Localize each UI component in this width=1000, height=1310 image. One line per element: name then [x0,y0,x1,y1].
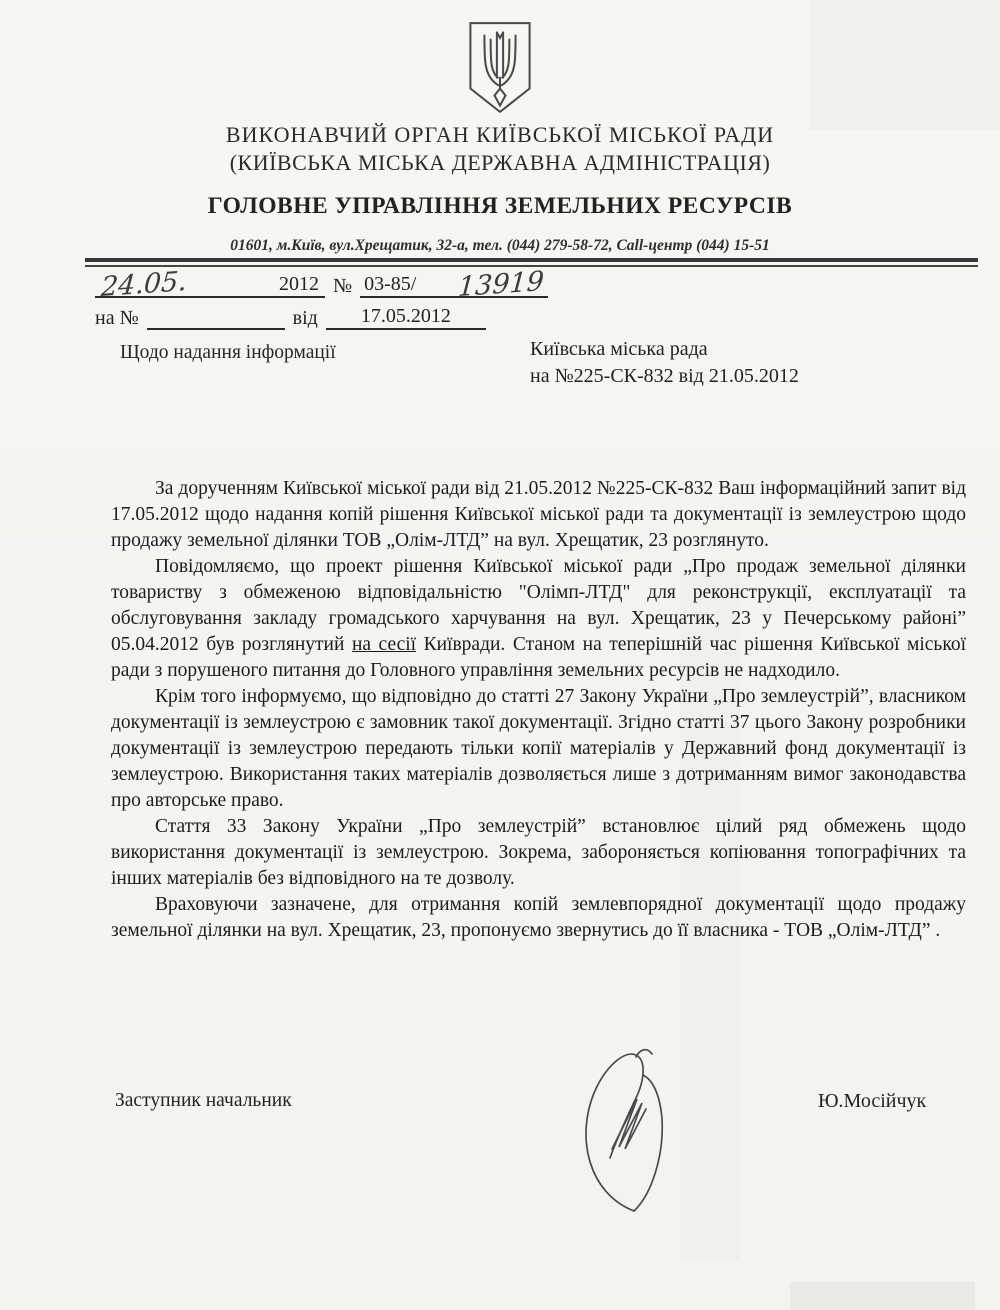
paragraph-2-underlined-text: на сесії [351,634,417,655]
org-name-line2: (КИЇВСЬКА МІСЬКА ДЕРЖАВНА АДМІНІСТРАЦІЯ) [229,150,771,175]
scan-artifact [810,0,1000,130]
trident-emblem-icon [461,20,539,115]
paragraph-2-text-cont: Київради. Станом на теперішній час рішення Київської міської ради з порушеного питання до Головного управління земельних ресурсів не надходило. [111,634,966,681]
reference-incoming-row [95,298,548,330]
handwritten-signature [548,1045,698,1220]
paragraph-4: Стаття 33 Закону України „Про землеустрій” встановлює цілий ряд обмежень щодо використання документації із землеустрою. Зокрема, забороняється копіювання топографічних та інших матеріалів без відповідного на те дозволу. [111,816,966,889]
recipient-block [530,336,799,390]
scan-artifact [790,1282,975,1310]
org-address-line: 01601, м.Київ, вул.Хрещатик, 32-а, тел. (044) 279-58-72, Call-центр (044) 15-51 [230,237,770,254]
handwritten-date: 24.05. [100,265,188,304]
reference-block [95,266,548,330]
org-name-line1: ВИКОНАВЧИЙ ОРГАН КИЇВСЬКОЇ МІСЬКОЇ РАДИ [225,122,775,147]
reply-date: 17.05.2012 [360,305,451,327]
reference-outgoing-row [95,265,548,304]
reply-from-label: від [292,307,318,329]
reply-number-blank [147,328,285,330]
signer-position: Заступник начальник [115,1090,292,1111]
paragraph-2-text: Повідомляємо, що проект рішення Київської міської ради „Про продаж земельної ділянки товариству з обмеженою відповідальністю "Олімп-ЛТД" для реконструкції, експлуатації та обслуговування закладу громадського харчування на вул. Хрещатик, 23 у Печерському районі” 05.04.2012 був розглянутий [111,556,966,655]
handwritten-number: 13919 [457,265,546,304]
paragraph-2 [111,554,966,684]
letter-body [111,476,966,944]
signer-name: Ю.Мосійчук [818,1090,927,1112]
number-sign: № [333,275,353,297]
subject-line: Щодо надання інформації [120,342,336,363]
recipient-name: Київська міська рада [530,338,708,360]
printed-number-prefix: 03-85/ [364,273,417,295]
outgoing-number-field [360,265,548,304]
paragraph-3: Крім того інформуємо, що відповідно до статті 27 Закону України „Про землеустрій”, власником документації із землеустрою є замовник такої документації. Згідно статті 37 цього Закону розробники документації із землеустрою передають тільки копії матеріалів у Державний фонд документації із землеустрою. Використання таких матеріалів дозволяється лише з дотриманням вимог законодавства про авторське право. [111,686,966,811]
printed-year: 2012 [279,273,319,295]
department-name: ГОЛОВНЕ УПРАВЛІННЯ ЗЕМЕЛЬНИХ РЕСУРСІВ [207,193,793,219]
outgoing-date-field [95,265,325,304]
recipient-reference: на №225-СК-832 від 21.05.2012 [530,365,799,387]
paragraph-5: Враховуючи зазначене, для отримання копій землевпорядної документації щодо продажу земельної ділянки на вул. Хрещатик, 23, пропонуємо звернутись до її власника - ТОВ „Олім-ЛТД” . [111,894,966,941]
reply-to-label: на № [95,307,139,329]
paragraph-1: За дорученням Київської міської ради від 21.05.2012 №225-СК-832 Ваш інформаційний запит від 17.05.2012 щодо надання копій рішення Київської міської ради та документації із землеустрою щодо продажу земельної ділянки ТОВ „Олім-ЛТД” на вул. Хрещатик, 23 розглянуто. [111,478,966,551]
reply-date-field [326,305,486,330]
